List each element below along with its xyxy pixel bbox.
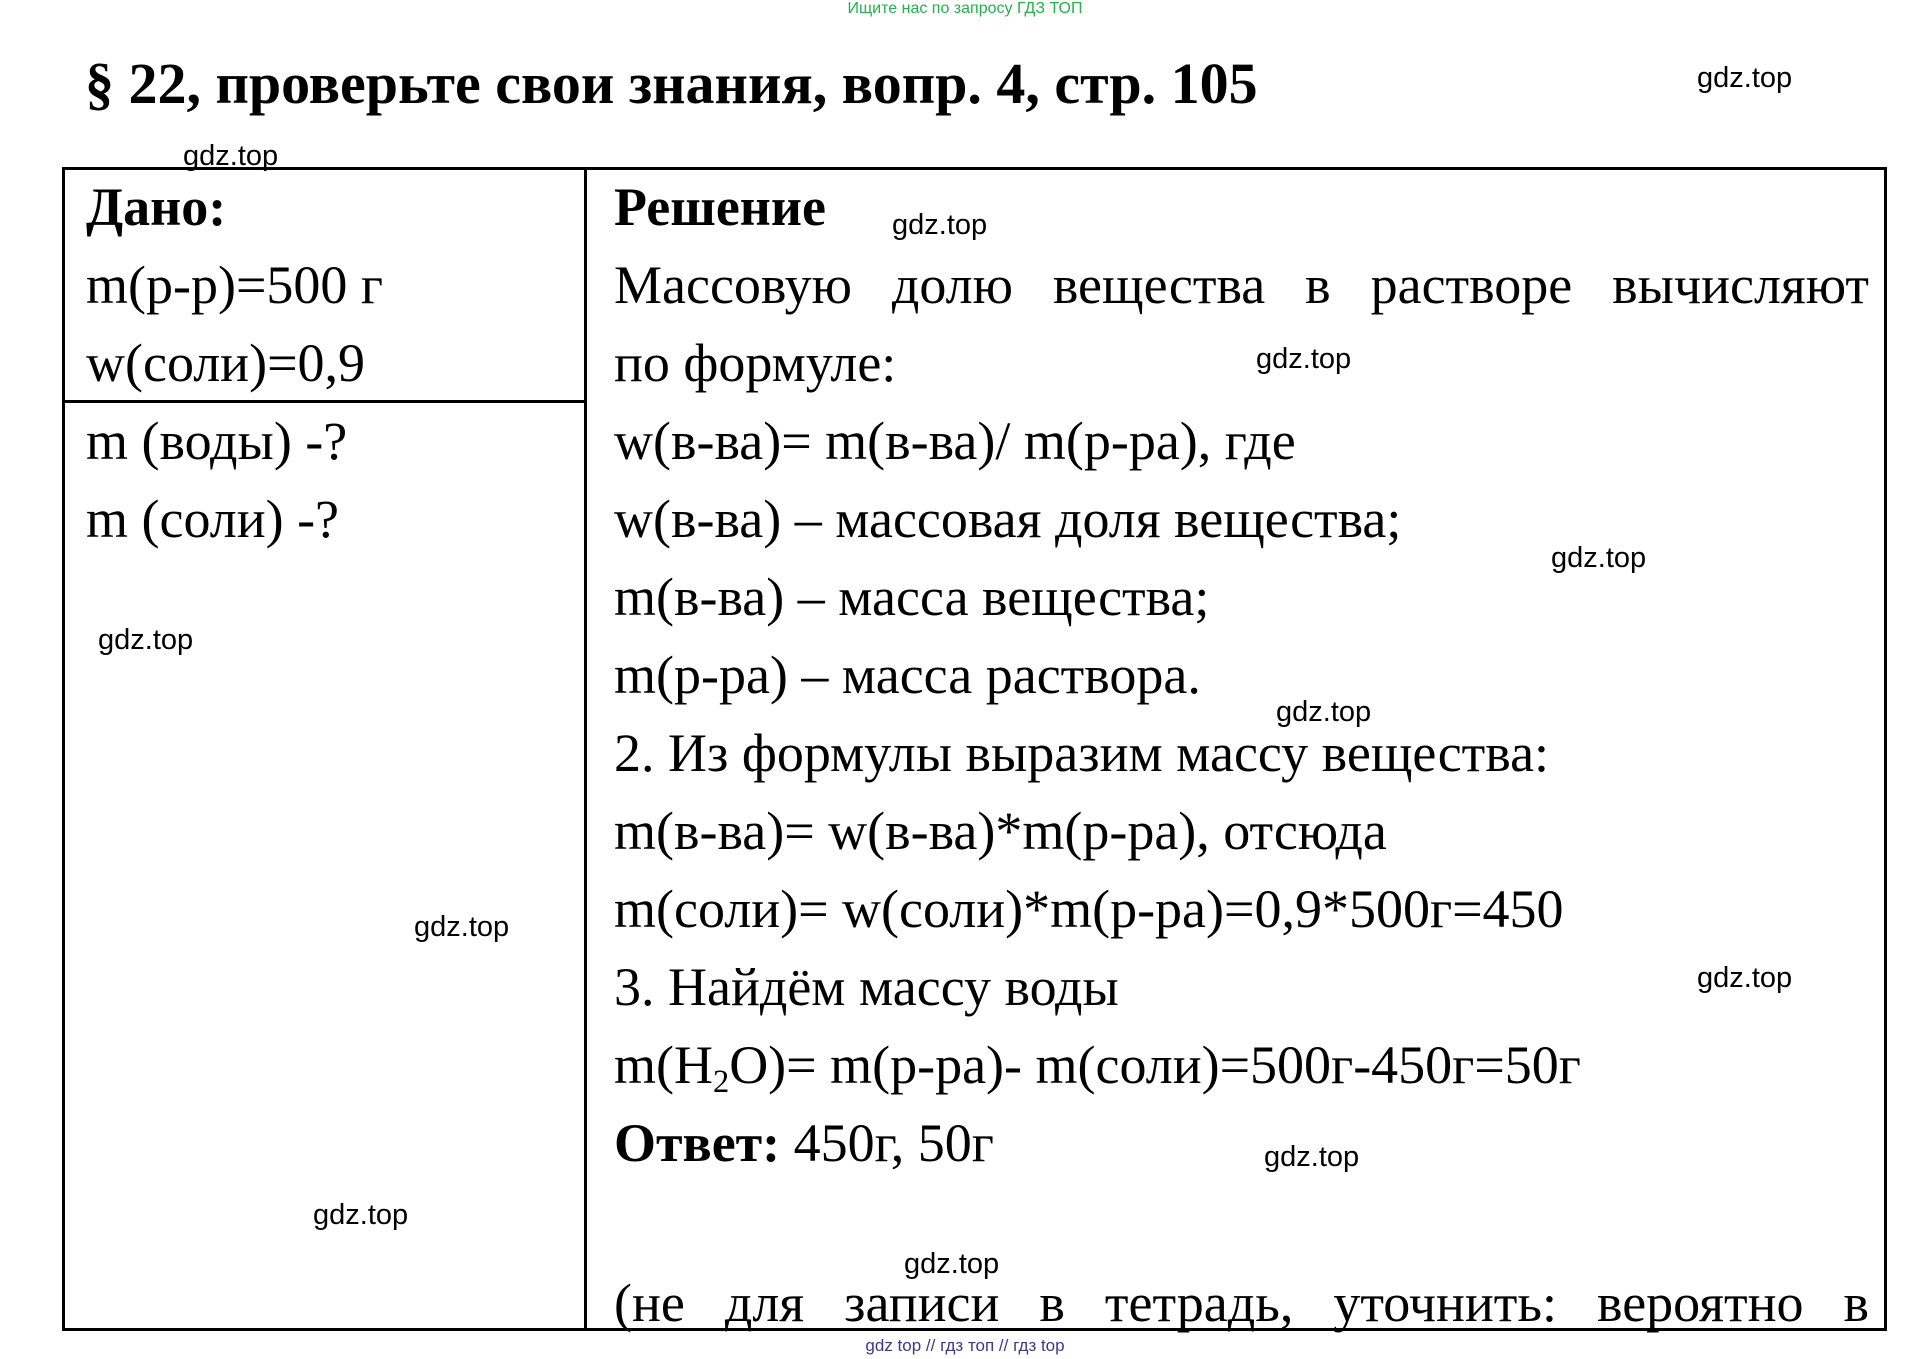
formula-line: w(в-ва)= m(в-ва)/ m(р-ра), где (614, 411, 1296, 471)
answer-line (614, 1113, 994, 1173)
page-title: § 22, проверьте свои знания, вопр. 4, стр. 105 (85, 51, 1258, 116)
calc-text: m(H (614, 1035, 713, 1095)
solution-label: Решение (614, 177, 826, 237)
find-line: m (соли) -? (86, 489, 340, 549)
watermark: gdz.top (98, 624, 194, 656)
calculation-line (614, 1035, 1581, 1101)
note-line: (не для записи в тетрадь, уточнить: вероятно в (614, 1273, 1869, 1333)
footer-watermark: gdz top // гдз топ // гдз top (865, 1336, 1065, 1355)
definition-line: w(в-ва) – массовая доля вещества; (614, 489, 1402, 549)
definition-line: m(р-ра) – масса раствора. (614, 645, 1201, 705)
given-divider (62, 400, 587, 403)
answer-value: 450г, 50г (780, 1113, 994, 1173)
given-label: Дано: (86, 177, 227, 237)
watermark: gdz.top (1276, 696, 1372, 728)
column-divider (584, 167, 587, 1331)
watermark: gdz.top (183, 140, 279, 172)
top-banner: Ищите нас по запросу ГДЗ ТОП (847, 0, 1083, 17)
watermark: gdz.top (1697, 962, 1793, 994)
calc-text: O)= m(р-ра)- m(соли)=500г-450г=50г (729, 1035, 1581, 1095)
watermark: gdz.top (1697, 62, 1793, 94)
step-line: 3. Найдём массу воды (614, 957, 1119, 1017)
given-line: w(соли)=0,9 (86, 333, 366, 393)
watermark: gdz.top (1256, 343, 1352, 375)
watermark: gdz.top (904, 1248, 1000, 1280)
calculation-line: m(соли)= w(соли)*m(р-ра)=0,9*500г=450 (614, 879, 1564, 939)
given-line: m(р-р)=500 г (86, 255, 384, 315)
watermark: gdz.top (313, 1199, 409, 1231)
watermark: gdz.top (1264, 1141, 1360, 1173)
solution-line: по формуле: (614, 333, 897, 393)
answer-label: Ответ: (614, 1113, 781, 1173)
watermark: gdz.top (892, 209, 988, 241)
definition-line: m(в-ва) – масса вещества; (614, 567, 1210, 627)
find-line: m (воды) -? (86, 411, 348, 471)
step-line: 2. Из формулы выразим массу вещества: (614, 723, 1550, 783)
watermark: gdz.top (414, 911, 510, 943)
watermark: gdz.top (1551, 542, 1647, 574)
solution-line: Массовую долю вещества в растворе вычисляют (614, 255, 1869, 315)
subscript: 2 (712, 1064, 730, 1101)
formula-line: m(в-ва)= w(в-ва)*m(р-ра), отсюда (614, 801, 1387, 861)
